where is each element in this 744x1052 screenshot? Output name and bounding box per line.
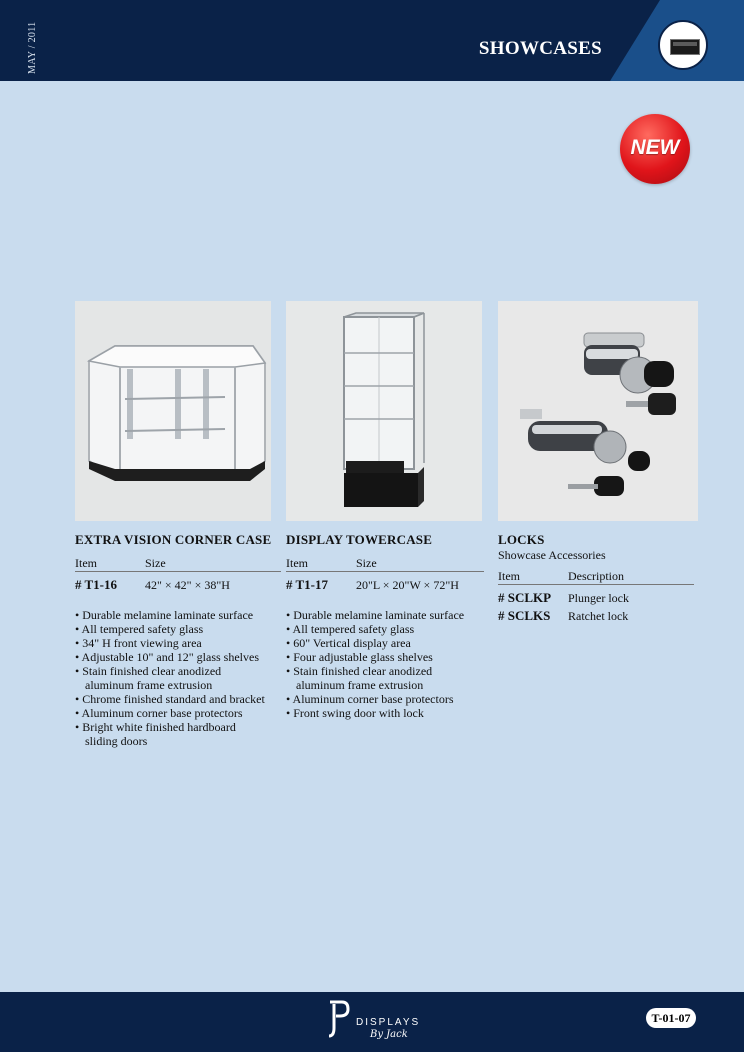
col-description: Description	[568, 569, 624, 583]
product-title: DISPLAY TOWERCASE	[286, 532, 433, 547]
table-row	[498, 591, 694, 605]
feature-list	[75, 608, 281, 748]
feature-item: • 34" H front viewing area	[75, 636, 281, 650]
product-corner-case	[75, 533, 281, 748]
col-item: Item	[498, 569, 520, 583]
item-description: Ratchet lock	[568, 609, 629, 623]
new-badge-label: NEW	[630, 136, 680, 159]
feature-list	[286, 608, 484, 720]
item-code: # SCLKP	[498, 590, 552, 605]
item-size: 42" × 42" × 38"H	[145, 578, 230, 592]
feature-item: • All tempered safety glass	[75, 622, 281, 636]
logo-mark-icon	[326, 998, 350, 1042]
feature-item: • Durable melamine laminate surface	[286, 608, 484, 622]
product-title: LOCKS	[498, 532, 545, 547]
locks-photo	[498, 301, 698, 521]
table-row	[498, 609, 694, 623]
logo-byline: By Jack	[370, 1029, 408, 1040]
product-title: EXTRA VISION CORNER CASE	[75, 532, 272, 547]
page-code: T-01-07	[646, 1008, 696, 1028]
item-size: 20"L × 20"W × 72"H	[356, 578, 459, 592]
item-code: # T1-16	[75, 577, 118, 592]
table-header	[286, 556, 484, 572]
showcase-icon-shape	[670, 39, 700, 55]
feature-item: • Stain finished clear anodized aluminum frame extrusion	[75, 664, 245, 692]
issue-date: MAY / 2011	[27, 21, 38, 74]
page-header	[0, 0, 744, 81]
table-header	[498, 569, 694, 585]
section-title: SHOWCASES	[478, 38, 602, 59]
col-size: Size	[356, 556, 377, 570]
towercase-illustration	[286, 301, 482, 521]
product-towercase	[286, 533, 484, 720]
item-code: # T1-17	[286, 577, 329, 592]
feature-item: • All tempered safety glass	[286, 622, 484, 636]
page-footer	[0, 992, 744, 1052]
col-item: Item	[75, 556, 97, 570]
feature-item: • Front swing door with lock	[286, 706, 484, 720]
showcase-icon	[658, 20, 708, 70]
corner-case-illustration	[75, 301, 271, 521]
table-row	[75, 578, 281, 592]
feature-item: • Adjustable 10" and 12" glass shelves	[75, 650, 281, 664]
feature-item: • Bright white finished hardboard sliding doors	[75, 720, 260, 748]
brand-logo	[326, 998, 426, 1042]
feature-item: • Chrome finished standard and bracket	[75, 692, 281, 706]
table-header	[75, 556, 281, 572]
col-size: Size	[145, 556, 166, 570]
feature-item: • Durable melamine laminate surface	[75, 608, 281, 622]
corner-case-photo	[75, 301, 271, 521]
logo-wordmark: DISPLAYS	[356, 1017, 421, 1028]
item-code: # SCLKS	[498, 608, 551, 623]
feature-item: • Stain finished clear anodized aluminum frame extrusion	[286, 664, 456, 692]
towercase-photo	[286, 301, 482, 521]
item-description: Plunger lock	[568, 591, 629, 605]
feature-item: • Aluminum corner base protectors	[75, 706, 281, 720]
feature-item: • Aluminum corner base protectors	[286, 692, 484, 706]
feature-item: • 60" Vertical display area	[286, 636, 484, 650]
product-locks	[498, 533, 694, 623]
table-row	[286, 578, 484, 592]
col-item: Item	[286, 556, 308, 570]
new-badge	[620, 114, 690, 184]
product-subtitle: Showcase Accessories	[498, 548, 606, 562]
locks-illustration	[498, 301, 698, 521]
feature-item: • Four adjustable glass shelves	[286, 650, 484, 664]
